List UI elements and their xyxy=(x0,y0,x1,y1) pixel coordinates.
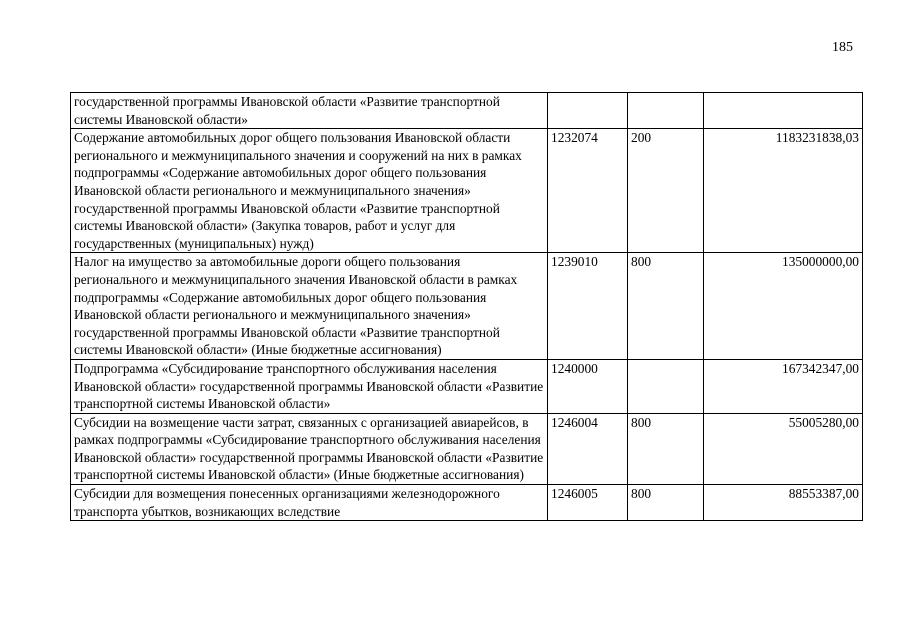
table-row xyxy=(71,253,863,360)
table-row xyxy=(71,413,863,484)
row-expense-type xyxy=(628,93,704,129)
row-target-code xyxy=(548,93,628,129)
table-row xyxy=(71,359,863,413)
row-target-code: 1246004 xyxy=(548,413,628,484)
row-target-code: 1239010 xyxy=(548,253,628,360)
table-row xyxy=(71,129,863,253)
row-name: Субсидии на возмещение части затрат, связанных с организацией авиарейсов, в рамках подпрограммы «Субсидирование транспортного обслуживания населения Ивановской области» государственной программы Ивановской области «Развитие транспортной системы Ивановской области» (Иные бюджетные ассигнования) xyxy=(71,413,548,484)
row-sum: 55005280,00 xyxy=(704,413,863,484)
row-name: Налог на имущество за автомобильные дороги общего пользования регионального и межмуниципального значения Ивановской области в рамках подпрограммы «Содержание автомобильных дорог общего пользования Ивановской области регионального и межмуниципального значения» государственной программы Ивановской области «Развитие транспортной системы Ивановской области» (Иные бюджетные ассигнования) xyxy=(71,253,548,360)
row-sum: 167342347,00 xyxy=(704,359,863,413)
row-sum: 135000000,00 xyxy=(704,253,863,360)
row-expense-type: 800 xyxy=(628,253,704,360)
row-sum xyxy=(704,93,863,129)
row-target-code: 1246005 xyxy=(548,485,628,521)
row-name: Субсидии для возмещения понесенных организациями железнодорожного транспорта убытков, возникающих вследствие xyxy=(71,485,548,521)
row-expense-type: 200 xyxy=(628,129,704,253)
table-row xyxy=(71,93,863,129)
row-sum: 1183231838,03 xyxy=(704,129,863,253)
row-target-code: 1240000 xyxy=(548,359,628,413)
table-row xyxy=(71,485,863,521)
row-expense-type xyxy=(628,359,704,413)
row-target-code: 1232074 xyxy=(548,129,628,253)
row-sum: 88553387,00 xyxy=(704,485,863,521)
row-name: Подпрограмма «Субсидирование транспортного обслуживания населения Ивановской области» государственной программы Ивановской области «Развитие транспортной системы Ивановской области» xyxy=(71,359,548,413)
row-expense-type: 800 xyxy=(628,413,704,484)
row-expense-type: 800 xyxy=(628,485,704,521)
page-number: 185 xyxy=(832,40,853,55)
row-name: Содержание автомобильных дорог общего пользования Ивановской области регионального и межмуниципального значения и сооружений на них в рамках подпрограммы «Содержание автомобильных дорог общего пользования Ивановской области регионального и межмуниципального значения» государственной программы Ивановской области «Развитие транспортной системы Ивановской области» (Закупка товаров, работ и услуг для государственных (муниципальных) нужд) xyxy=(71,129,548,253)
budget-table xyxy=(70,92,863,521)
row-name: государственной программы Ивановской области «Развитие транспортной системы Ивановской области» xyxy=(71,93,548,129)
